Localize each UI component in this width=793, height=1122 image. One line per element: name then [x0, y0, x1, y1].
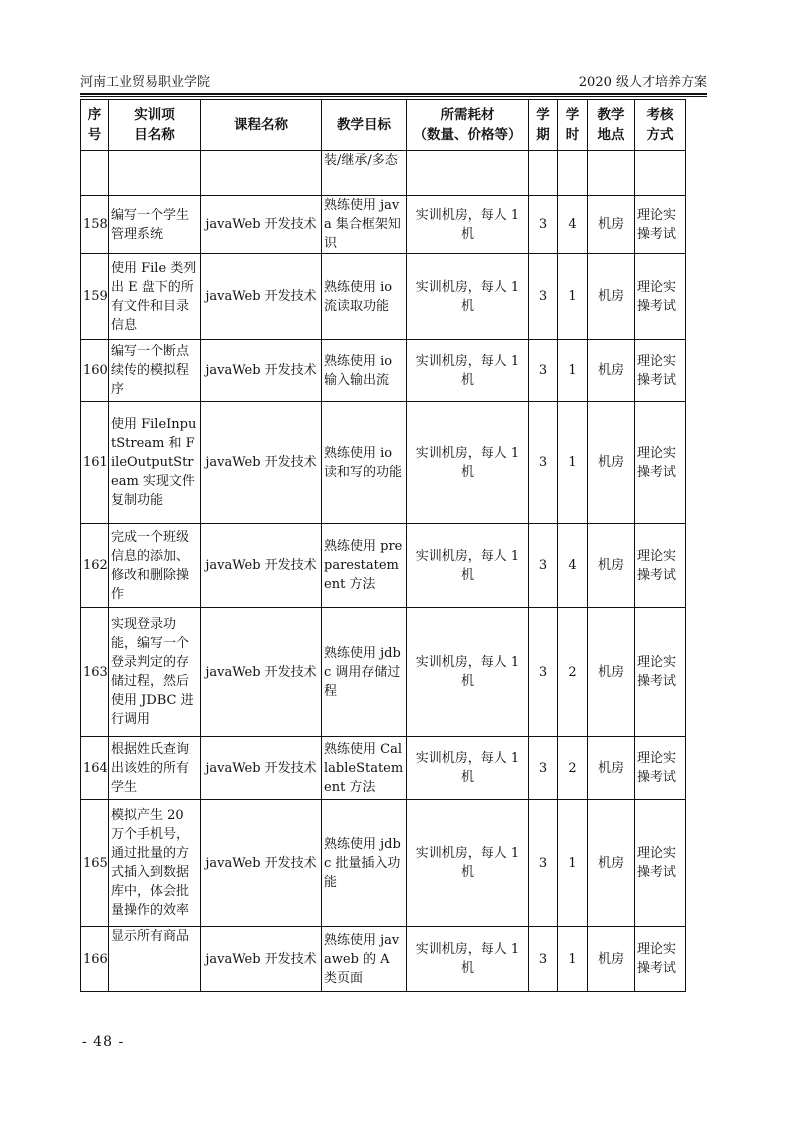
row-num: 166 [81, 927, 109, 992]
term: 3 [529, 402, 558, 524]
location: 机房 [588, 402, 635, 524]
teaching-goal: 熟练使用 preparestatement 方法 [322, 524, 407, 608]
row-num: 161 [81, 402, 109, 524]
materials: 实训机房，每人 1 机 [407, 737, 529, 800]
continuation-goal: 装/继承/多态 [322, 151, 407, 196]
project-name: 使用 FileInputStream 和 FileOutputStream 实现文件复制功能 [109, 402, 201, 524]
location: 机房 [588, 254, 635, 340]
course-name: javaWeb 开发技术 [201, 524, 322, 608]
teaching-goal: 熟练使用 javaweb 的 A 类页面 [322, 927, 407, 992]
row-num: 162 [81, 524, 109, 608]
col-header-term: 学 期 [529, 100, 558, 151]
col-header-exam: 考核 方式 [635, 100, 686, 151]
teaching-goal: 熟练使用 java 集合框架知识 [322, 196, 407, 254]
term: 3 [529, 254, 558, 340]
table-header-row [81, 100, 686, 151]
term: 3 [529, 800, 558, 927]
hours: 4 [558, 524, 588, 608]
teaching-goal: 熟练使用 io 流读取功能 [322, 254, 407, 340]
training-projects-table [80, 99, 686, 992]
location: 机房 [588, 196, 635, 254]
project-name: 编写一个断点续传的模拟程序 [109, 340, 201, 402]
materials: 实训机房，每人 1 机 [407, 524, 529, 608]
exam-method: 理论实操考试 [635, 608, 686, 737]
project-name: 实现登录功能，编写一个登录判定的存储过程，然后使用 JDBC 进行调用 [109, 608, 201, 737]
table-row [81, 800, 686, 927]
term: 3 [529, 340, 558, 402]
table-row [81, 196, 686, 254]
exam-method: 理论实操考试 [635, 402, 686, 524]
project-name: 使用 File 类列出 E 盘下的所有文件和目录信息 [109, 254, 201, 340]
hours: 1 [558, 340, 588, 402]
exam-method: 理论实操考试 [635, 737, 686, 800]
table-row [81, 524, 686, 608]
location: 机房 [588, 800, 635, 927]
term: 3 [529, 608, 558, 737]
col-header-course: 课程名称 [201, 100, 322, 151]
exam-method: 理论实操考试 [635, 524, 686, 608]
project-name: 模拟产生 20 万个手机号，通过批量的方式插入到数据库中，体会批量操作的效率 [109, 800, 201, 927]
project-name: 根据姓氏查询出该姓的所有学生 [109, 737, 201, 800]
materials: 实训机房，每人 1 机 [407, 402, 529, 524]
location: 机房 [588, 737, 635, 800]
term: 3 [529, 737, 558, 800]
materials: 实训机房，每人 1 机 [407, 254, 529, 340]
col-header-project-name: 实训项 目名称 [109, 100, 201, 151]
col-header-location: 教学 地点 [588, 100, 635, 151]
location: 机房 [588, 340, 635, 402]
hours: 1 [558, 927, 588, 992]
teaching-goal: 熟练使用 io 输入输出流 [322, 340, 407, 402]
table-row [81, 402, 686, 524]
hours: 1 [558, 254, 588, 340]
term: 3 [529, 196, 558, 254]
exam-method: 理论实操考试 [635, 196, 686, 254]
row-num: 164 [81, 737, 109, 800]
course-name: javaWeb 开发技术 [201, 737, 322, 800]
materials: 实训机房，每人 1 机 [407, 927, 529, 992]
materials: 实训机房，每人 1 机 [407, 196, 529, 254]
course-name: javaWeb 开发技术 [201, 254, 322, 340]
row-num: 163 [81, 608, 109, 737]
hours: 4 [558, 196, 588, 254]
teaching-goal: 熟练使用 CallableStatement 方法 [322, 737, 407, 800]
hours: 2 [558, 737, 588, 800]
document-title: 2020 级人才培养方案 [578, 75, 707, 90]
materials: 实训机房，每人 1 机 [407, 608, 529, 737]
teaching-goal: 熟练使用 jdbc 批量插入功能 [322, 800, 407, 927]
institution-name: 河南工业贸易职业学院 [80, 75, 211, 90]
course-name: javaWeb 开发技术 [201, 927, 322, 992]
project-name: 完成一个班级信息的添加、修改和删除操作 [109, 524, 201, 608]
table-row [81, 608, 686, 737]
materials: 实训机房，每人 1 机 [407, 800, 529, 927]
materials: 实训机房，每人 1 机 [407, 340, 529, 402]
table-row [81, 340, 686, 402]
row-num: 165 [81, 800, 109, 927]
hours: 1 [558, 800, 588, 927]
header-rule-thin [80, 96, 707, 97]
table-row [81, 927, 686, 992]
exam-method: 理论实操考试 [635, 340, 686, 402]
term: 3 [529, 927, 558, 992]
col-header-hours: 学 时 [558, 100, 588, 151]
course-name: javaWeb 开发技术 [201, 340, 322, 402]
continuation-row [81, 151, 686, 196]
row-num: 158 [81, 196, 109, 254]
course-name: javaWeb 开发技术 [201, 402, 322, 524]
teaching-goal: 熟练使用 io 读和写的功能 [322, 402, 407, 524]
table-row [81, 254, 686, 340]
table-row [81, 737, 686, 800]
hours: 1 [558, 402, 588, 524]
header-rule-thick [80, 93, 707, 95]
exam-method: 理论实操考试 [635, 800, 686, 927]
col-header-materials: 所需耗材 （数量、价格等） [407, 100, 529, 151]
col-header-num: 序 号 [81, 100, 109, 151]
col-header-goal: 教学目标 [322, 100, 407, 151]
teaching-goal: 熟练使用 jdbc 调用存储过程 [322, 608, 407, 737]
page-number: - 48 - [82, 1034, 125, 1050]
location: 机房 [588, 927, 635, 992]
exam-method: 理论实操考试 [635, 927, 686, 992]
exam-method: 理论实操考试 [635, 254, 686, 340]
hours: 2 [558, 608, 588, 737]
location: 机房 [588, 608, 635, 737]
course-name: javaWeb 开发技术 [201, 196, 322, 254]
project-name: 显示所有商品 [109, 927, 201, 992]
term: 3 [529, 524, 558, 608]
row-num: 160 [81, 340, 109, 402]
row-num: 159 [81, 254, 109, 340]
project-name: 编写一个学生管理系统 [109, 196, 201, 254]
course-name: javaWeb 开发技术 [201, 608, 322, 737]
page-header [80, 72, 707, 94]
location: 机房 [588, 524, 635, 608]
course-name: javaWeb 开发技术 [201, 800, 322, 927]
